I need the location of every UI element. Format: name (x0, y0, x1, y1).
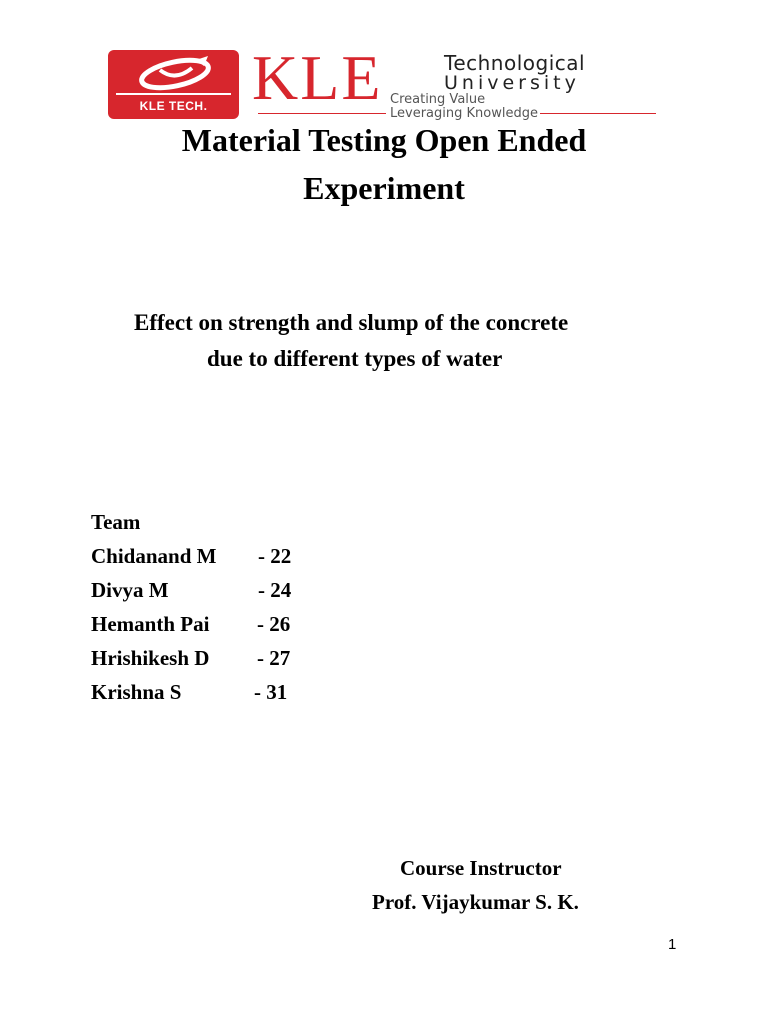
member-number: - 27 (257, 646, 291, 670)
team-heading: Team (91, 510, 141, 534)
document-title-line2: Experiment (303, 170, 465, 206)
badge-label: KLE TECH. (139, 99, 208, 113)
member-name: Hrishikesh D (91, 646, 210, 670)
tagline-leveraging-knowledge: Leveraging Knowledge (390, 106, 538, 121)
member-number: - 22 (258, 544, 292, 568)
member-name: Krishna S (91, 680, 182, 704)
team-member-row (91, 539, 292, 573)
kle-tech-badge (108, 50, 239, 119)
team-section (91, 505, 292, 709)
member-number: - 26 (257, 612, 291, 636)
member-number: - 31 (254, 680, 288, 704)
instructor-name: Prof. Vijaykumar S. K. (372, 890, 579, 914)
document-title-line1: Material Testing Open Ended (181, 122, 587, 158)
subtitle-line2: due to different types of water (207, 346, 503, 371)
member-number: - 24 (258, 578, 292, 602)
page-number: 1 (668, 936, 677, 953)
instructor-heading: Course Instructor (400, 856, 562, 880)
university-name-line1: Technological (444, 51, 586, 75)
member-name: Chidanand M (91, 544, 217, 568)
member-name: Hemanth Pai (91, 612, 210, 636)
tagline-rule-left (258, 113, 386, 114)
brand-name: KLE (252, 42, 383, 113)
kle-emblem-icon (130, 56, 220, 92)
subtitle-line1: Effect on strength and slump of the concrete (134, 310, 569, 335)
tagline-creating-value: Creating Value (390, 92, 486, 107)
university-name-line2: University (444, 72, 580, 94)
badge-divider (116, 93, 231, 95)
team-member-row (91, 573, 292, 607)
tagline-rule-right (540, 113, 656, 114)
team-member-row (91, 675, 288, 709)
member-name: Divya M (91, 578, 169, 602)
team-member-row (91, 641, 291, 675)
team-member-row (91, 607, 291, 641)
university-logo (108, 42, 658, 122)
